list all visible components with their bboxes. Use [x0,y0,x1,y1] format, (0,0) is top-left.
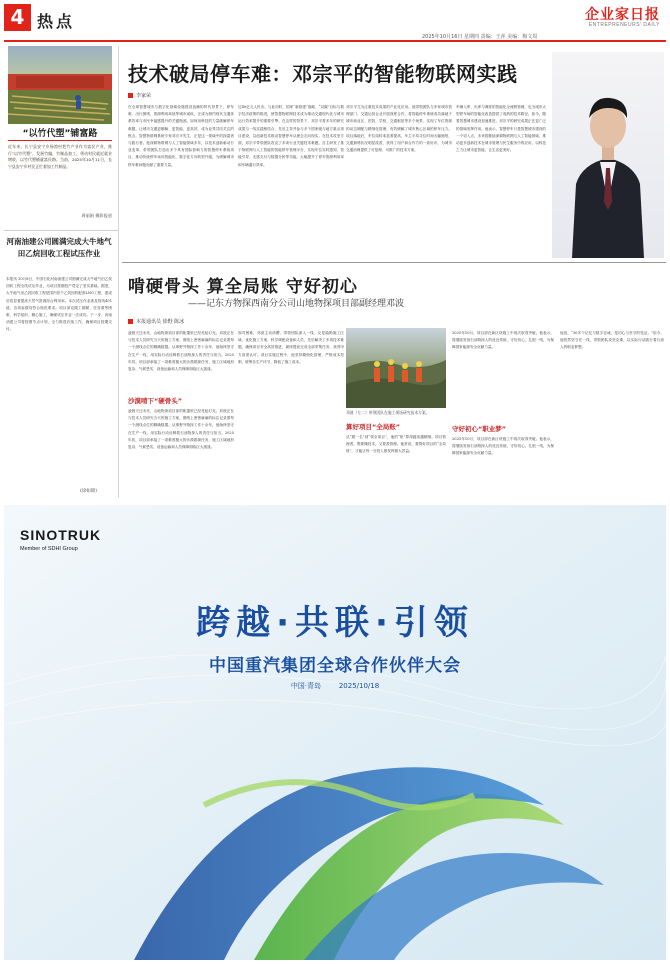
section-number: 4 [4,4,31,31]
section-name: 热点 [37,12,76,31]
ad-place-date: 中国·青岛 2025/10/18 [290,682,380,690]
dateline: 2025年10月16日 星期四 责编：王萍 美编：梅文周 [422,34,538,40]
profile-author-name: 本报通讯员 徐野 陈冰 [136,319,185,325]
profile-photo-caption: 邓波（左二）带领团队在施工现场研究技术方案。 [346,410,430,415]
profile-col4b: 2025年10月，项目部在新区块施工中再次取得突破。他表示，将继续发扬石油物探人的优良传统，守好初心，扎根一线，为保障国家能源安全贡献力量。 [452,437,554,456]
main-author [128,92,151,99]
profile-col3: 从“跟一名”到“领全项目”，他的“账”算得越来越精细。项目管理者，既要懂技术，又要善管理。他常说，要算好项目的“全局账”，才能让每一分投入都发挥最大效益。 [346,435,446,454]
header-rule [4,40,666,42]
profile-col1: 凌晨天还未亮，山地物探项目部的帐篷里已经亮起灯光。邓波正在与技术人员研究当天的施工方案，图纸上密密麻麻的标注记录着每一个测线点位的精确数据。从事野外物探工作十余年，他始终坚守在生产一线，用实际行动诠释着石油物探人的责任与担当。2025年初，项目部承接了一项难度极大的沙漠勘探任务，施工区域地形复杂、气候恶劣，设备运输和人员保障面临巨大挑战。 [128,331,234,372]
profile-author [128,318,184,325]
ad-brand-sub: Member of SDHI Group [20,546,78,552]
main-col3: 邓宗平尤为注重技术成果的产业化应用。他带领团队与多家城市管理部门、交通运营企业开展深度合作，将智能停车系统成功落地于城市商业区、医院、学校、交通枢纽等多个场景，实现了车位资源的动态调配与精细化管理，有效缓解了城市核心区域的停车压力。项目落地后，车位周转率显著提高，车主平均寻位时间大幅缩短，交通拥堵状况明显改善，获得了用户和合作方的一致好评，为城市交通治理提供了可复制、可推广的技术方案。 [346,105,452,153]
profile-col5: 他说，“30多个记忆与数字忠诚，是初心与坚守的见证。”如今，他依然坚守在一线，带领团队攻坚克难，以实际行动践行着石油人的职业梦想。 [560,331,664,350]
side-feature-credit: 周丽娟 摄影报道 [81,213,112,218]
profile-subheadline: ——记东方物探西南分公司山地物探项目部副经理邓波 [188,299,405,309]
profile-photo [346,328,446,408]
profile-col2: 面对困难，邓波主动请缨，带领团队深入一线，反复踏勘施工区域，优化施工方案，科学调配设备和人员，先后解决了多项技术难题，确保项目安全高效推进，最终提前完成全部采集任务，获得甲方高度认可。项目实施过程中，他坚持精细化管理，严格成本控制，统筹各生产环节，降低了施工成本。 [238,331,344,364]
main-author-name: 李家荣 [136,93,152,99]
profile-subhead-3: 守好初心“职业梦” [452,425,507,433]
main-headline: 技术破局停车难：邓宗平的智能物联网实践 [128,62,518,86]
sinotruk-advert [4,505,666,960]
side-feature-caption: 近年来，长宁县安宁乡杨湾村把竹产业作为富民产业，推行“以竹代塑”，发展竹编、竹制品加工，带动村民就近就业增收，以竹代塑铺就富民路。当前，2025年10月11日，长宁县安宁乡村民正忙着加工竹制品。 [8,144,112,169]
profile-subhead-2: 算好项目“全局账” [346,423,401,431]
portrait-photo [552,52,664,258]
brief-headline: 河南油建公司圆满完成大牛地气田乙烷回收工程试压作业 [6,237,112,258]
newspaper-masthead: 企业家日报 [585,7,660,23]
brief-credit: (徐如锦) [80,489,98,494]
main-col2: 过40亿元人民币。与此同时，国家“新基建”战略、“双碳”目标与数字经济政策的推进，使智慧物联网技术成为推动交通现代化与城市运行效率提升的重要引擎。在这样的背景下，邓宗平将多年的研究成果与一线实践相结合，先后主导并参与多个国家级与地方重点项目建设，以创新技术推动智慧停车从理念走向现实。在技术攻坚方面，邓宗平带领团队攻克了多项行业关键技术难题，自主研发了基于物联网与人工智能的智能停车管理平台，实现车位实时感知、智能引导、无感支付与数据分析等功能，大幅提升了停车资源利用率和车辆通行效率。 [238,105,344,167]
divider [4,230,118,231]
profile-headline: 啃硬骨头 算全局账 守好初心 [128,277,358,297]
profile-subhead-1: 沙漠啃下“硬骨头” [128,397,183,405]
brief-body: 本报讯 10月8日，中国石化河南油建公司圆满完成大牛地气田乙烷回收工程全线试压作业，为项目按期投产奠定了坚实基础。据悉，大牛地气田乙烷回收工程是国内首个乙烷回收配套LNG工程，建成后将显著提高天然气资源综合利用率。本次试压作业涉及管线451道，各项参数均符合规范要求。项目部克服工期紧、任务重等困难，科学组织、精心施工，确保试压作业一次成功。下一步，河南油建公司将按照节点计划，全力推进后续工作，确保项目按期交付。 [6,277,112,332]
column-divider [118,46,119,498]
section-divider [122,262,666,263]
side-feature-caption-box [8,140,112,226]
bamboo-photo [8,46,112,124]
side-feature-title: “以竹代塑”铺富路 [22,129,98,139]
main-col4: 车辆入库、出库与调度的智能化全流程管理，也为城市大型停车场的智能化改造提供了成熟的技术路径。如今，随着智慧城市建设加速推进，邓宗平的研究成果正在更广泛的领域发挥作用。他表示，智慧停车只是智慧城市建设的一个切入点，未来将继续深耕物联网与人工智能领域，推动更多创新技术在城市管理与民生服务中的应用，以科技之力让城市更智能、让生活更美好。 [456,105,546,153]
profile-col1b: 凌晨天还未亮，山地物探项目部的帐篷里已经亮起灯光。邓波正在与技术人员研究当天的施工方案，图纸上密密麻麻的标注记录着每一个测线点位的精确数据。从事野外物探工作十余年，他始终坚守在生产一线，用实际行动诠释着石油物探人的责任与担当。2025年初，项目部承接了一项难度极大的沙漠勘探任务，施工区域地形复杂、气候恶劣，设备运输和人员保障面临巨大挑战。 [128,409,234,450]
masthead-english: ENTREPRENEURS' DAILY [588,22,660,28]
main-col1: 在全球智慧城市与数字化基础设施建设浪潮的时代背景下，停车难、出行拥堵、资源利用率低等城市顽疾，正成为制约现代交通体系效率与市民幸福感提升的关键瓶颈。如何用科技的力量破解停车难题，让城市交通更顺畅、更智能、更高效，成为业界共同关注的焦点。智慧物联网系统专家邓宗平先生，正是这一领域中的探索者与践行者。他深耕物联网与人工智能领域多年，以技术创新驱动行业变革，带领团队打造出多个具有国际影响力的智慧停车系统项目，推动传统停车场向智能化、数字化方向转型升级，为缓解城市停车难问题贡献了重要力量。 [128,105,234,167]
ad-slogan: 跨越·共联·引领 [196,603,474,643]
profile-col4: 2025年10月，项目部在新区块施工中再次取得突破。他表示，将继续发扬石油物探人的优良传统，守好初心，扎根一线，为保障国家能源安全贡献力量。 [452,331,554,350]
ad-title: 中国重汽集团全球合作伙伴大会 [209,656,461,676]
ad-brand: SINOTRUK [20,527,102,543]
